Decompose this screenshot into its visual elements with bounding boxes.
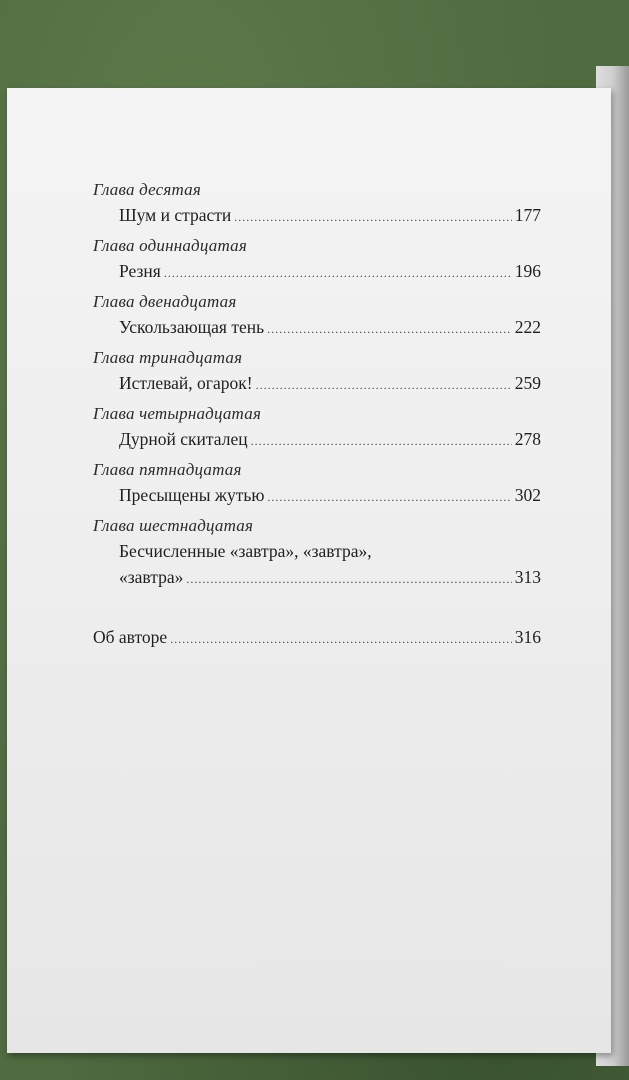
toc-entry[interactable] <box>93 566 541 590</box>
toc-chapter-16 <box>93 516 541 590</box>
dot-leader <box>267 486 511 508</box>
chapter-title: Дурной скиталец <box>119 429 248 449</box>
chapter-title: Резня <box>119 261 161 281</box>
toc-chapter-12 <box>93 292 541 340</box>
page-number: 278 <box>514 429 541 449</box>
page-number: 222 <box>514 317 541 337</box>
chapter-label: Глава двенадцатая <box>93 292 237 311</box>
toc-entry[interactable] <box>93 316 541 340</box>
page-number: 313 <box>514 567 541 587</box>
chapter-title: Шум и страсти <box>119 205 232 225</box>
page-number: 259 <box>514 373 541 393</box>
toc-entry[interactable] <box>93 260 541 284</box>
table-of-contents <box>7 88 611 1053</box>
toc-entry[interactable] <box>93 428 541 452</box>
chapter-label: Глава четырнадцатая <box>93 404 262 423</box>
dot-leader <box>256 374 512 396</box>
dot-leader <box>186 568 511 590</box>
chapter-label: Глава пятнадцатая <box>93 460 242 479</box>
book-page <box>7 88 611 1053</box>
chapter-title: Пресыщены жутью <box>119 485 265 505</box>
chapter-title-line-1: Бесчисленные «завтра», «завтра», <box>119 541 372 561</box>
dot-leader <box>251 430 512 452</box>
page-number: 196 <box>514 261 541 281</box>
chapter-label: Глава тринадцатая <box>93 348 243 367</box>
about-title: Об авторе <box>93 627 168 647</box>
toc-entry[interactable] <box>93 626 541 650</box>
page-number: 302 <box>514 485 541 505</box>
toc-entry[interactable] <box>93 204 541 228</box>
chapter-label: Глава шестнадцатая <box>93 516 254 535</box>
chapter-title: Ускользающая тень <box>119 317 265 337</box>
toc-chapter-15 <box>93 460 541 508</box>
toc-chapter-14 <box>93 404 541 452</box>
toc-entry[interactable] <box>93 484 541 508</box>
chapter-label: Глава десятая <box>93 180 201 199</box>
toc-chapter-13 <box>93 348 541 396</box>
page-number: 177 <box>514 205 541 225</box>
chapter-title: Истлевай, огарок! <box>119 373 253 393</box>
toc-entry[interactable] <box>93 372 541 396</box>
chapter-label: Глава одиннадцатая <box>93 236 247 255</box>
dot-leader <box>267 318 512 340</box>
dot-leader <box>234 206 511 228</box>
toc-chapter-11 <box>93 236 541 284</box>
chapter-title-line-2: «завтра» <box>119 567 184 587</box>
page-number: 316 <box>514 627 541 647</box>
dot-leader <box>164 262 512 284</box>
toc-about-author <box>93 622 541 650</box>
dot-leader <box>170 628 512 650</box>
toc-chapter-10 <box>93 180 541 228</box>
